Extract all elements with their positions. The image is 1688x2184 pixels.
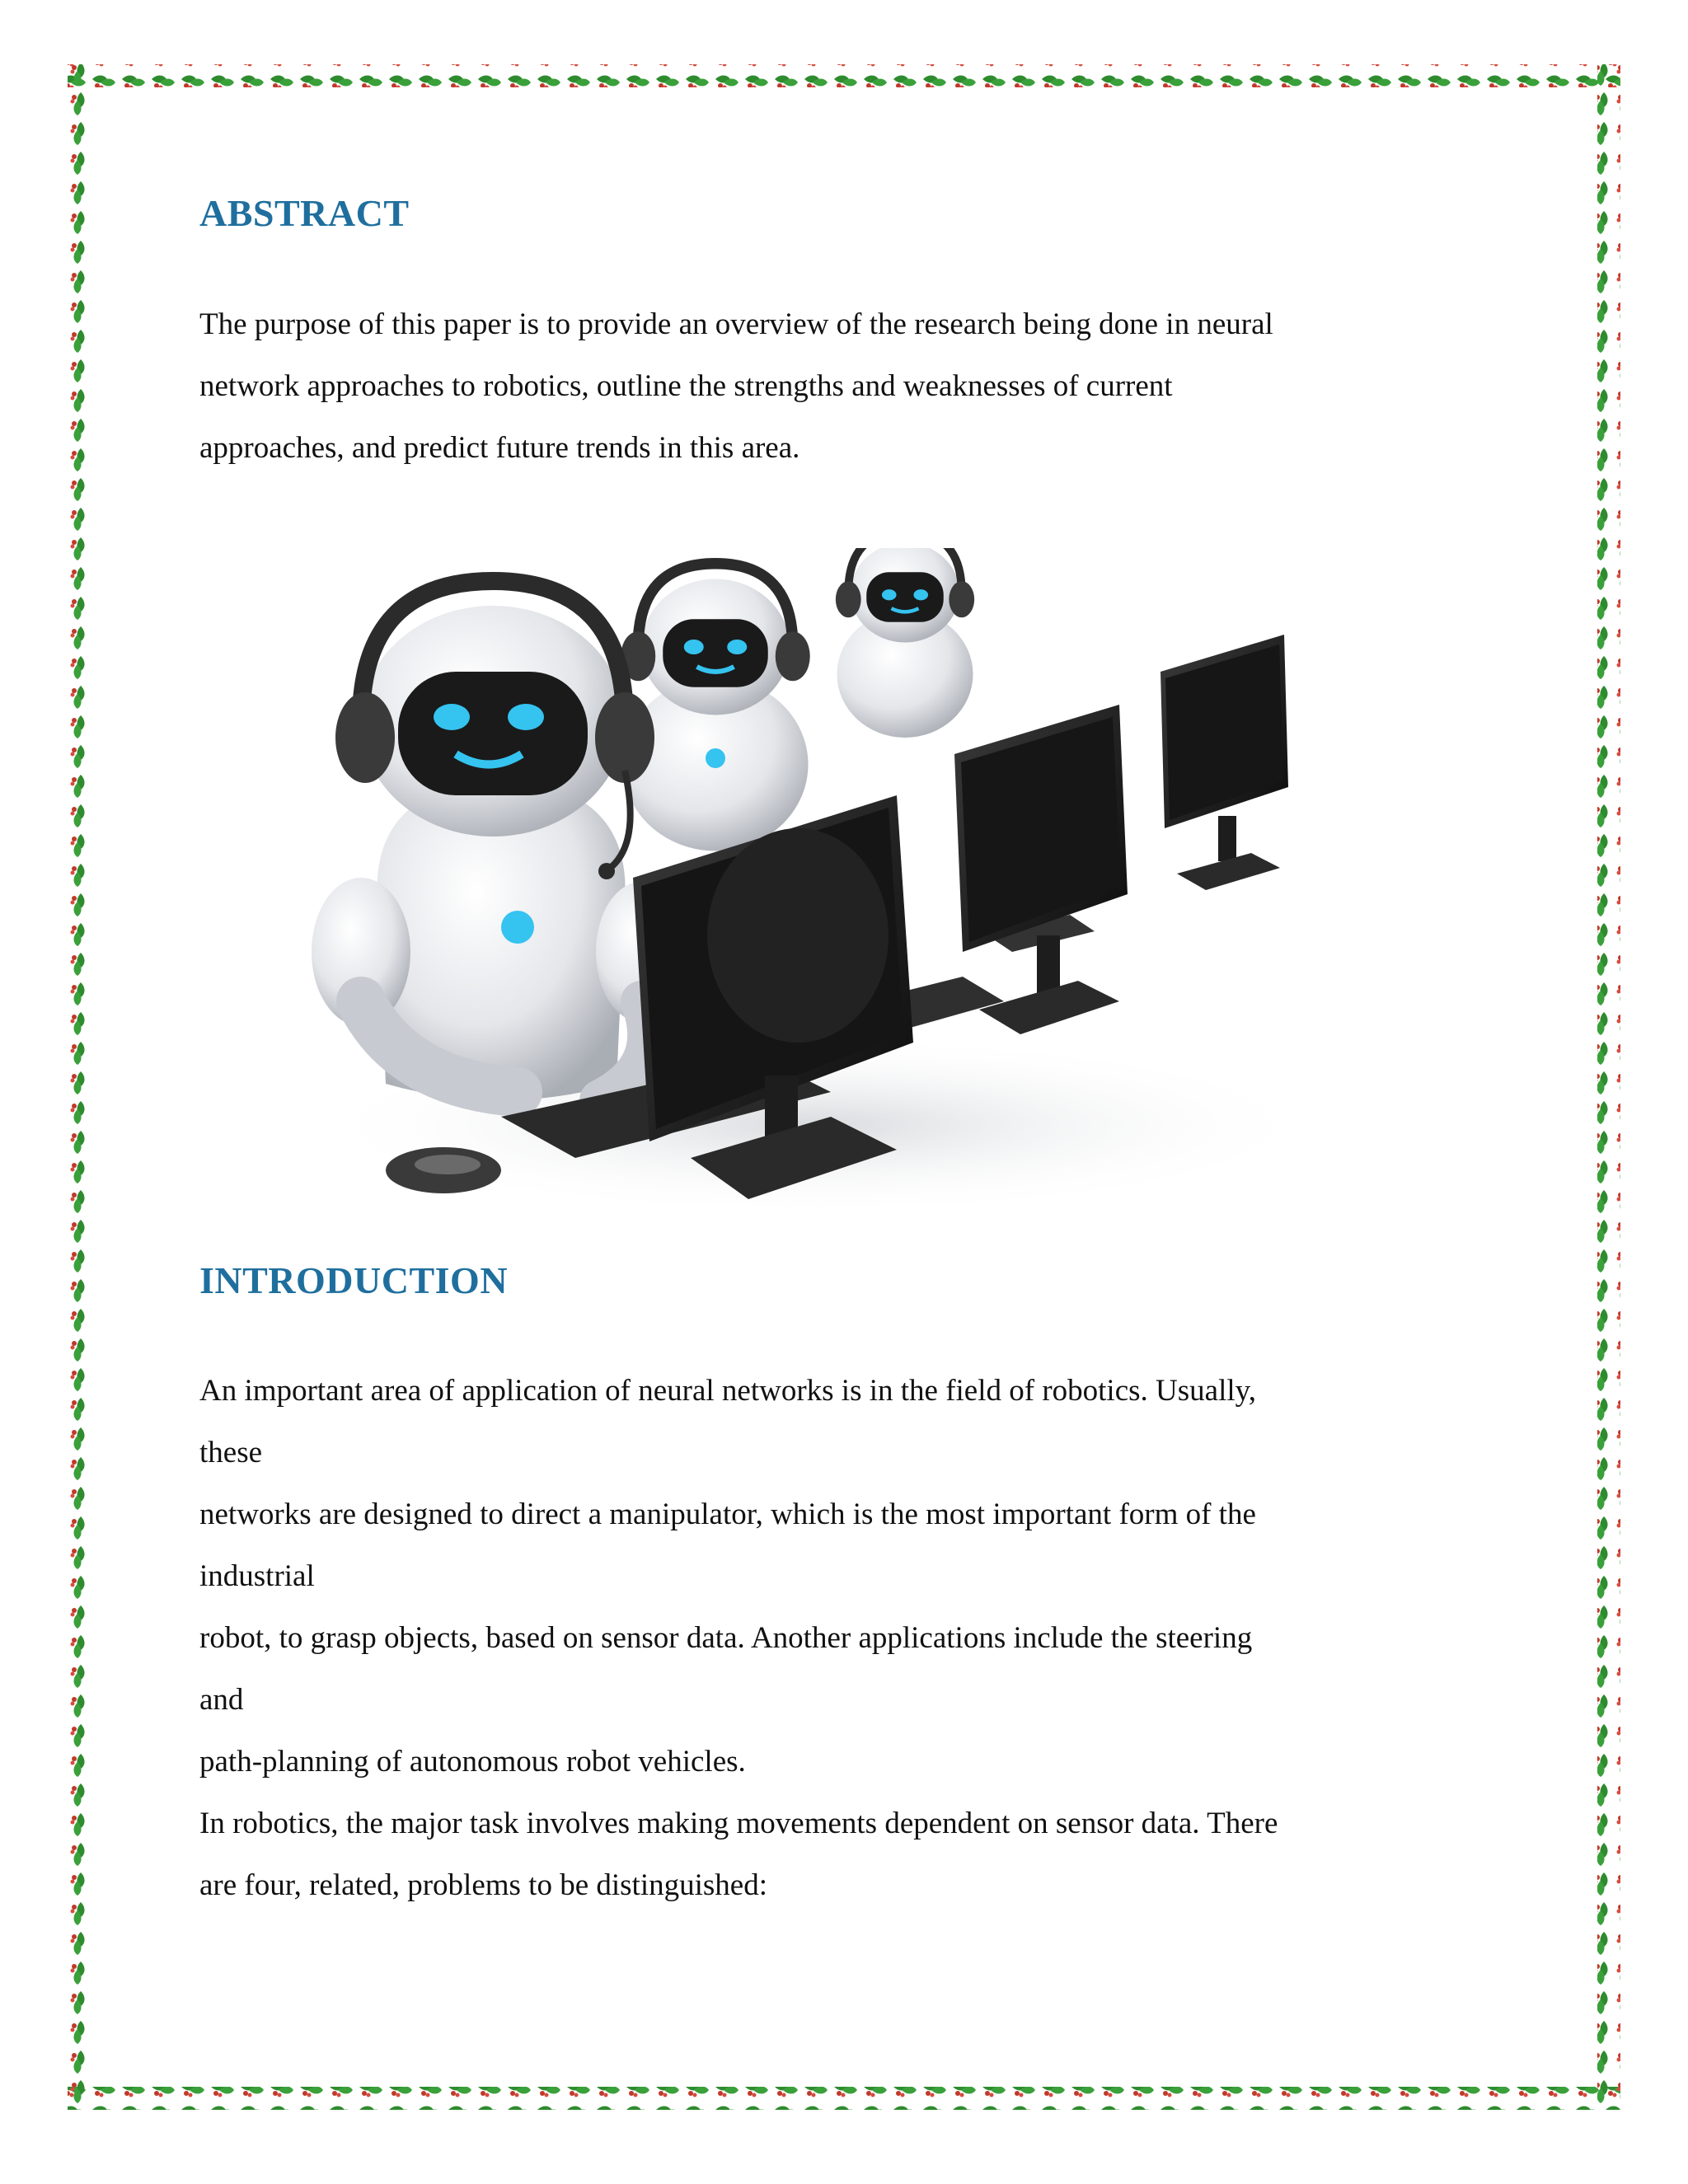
robots-at-computers-illustration <box>303 548 1350 1207</box>
abstract-line: network approaches to robotics, outline the strengths and weaknesses of current <box>199 369 1173 403</box>
introduction-heading: INTRODUCTION <box>199 1259 509 1301</box>
robot-back <box>836 548 974 738</box>
introduction-line: these <box>199 1436 263 1469</box>
introduction-line: are four, related, problems to be distinguished: <box>199 1868 767 1902</box>
introduction-paragraph <box>199 1360 1278 1916</box>
computer-mouse <box>386 1147 501 1193</box>
introduction-line: and <box>199 1683 244 1717</box>
monitor-middle <box>954 705 1128 1034</box>
introduction-line: robot, to grasp objects, based on sensor data. Another applications include the steering <box>199 1621 1253 1655</box>
abstract-line: approaches, and predict future trends in this area. <box>199 431 800 465</box>
robot-middle <box>621 564 810 851</box>
introduction-line: An important area of application of neural networks is in the field of robotics. Usually, <box>199 1374 1256 1408</box>
abstract-paragraph <box>199 293 1273 479</box>
monitor-back <box>1160 635 1288 890</box>
introduction-line: networks are designed to direct a manipulator, which is the most important form of the <box>199 1497 1256 1531</box>
abstract-heading: ABSTRACT <box>199 192 410 234</box>
abstract-line: The purpose of this paper is to provide an overview of the research being done in neural <box>199 307 1273 341</box>
introduction-line: path-planning of autonomous robot vehicles. <box>199 1745 746 1779</box>
introduction-line: industrial <box>199 1559 315 1593</box>
introduction-line: In robotics, the major task involves making movements dependent on sensor data. There <box>199 1807 1278 1840</box>
